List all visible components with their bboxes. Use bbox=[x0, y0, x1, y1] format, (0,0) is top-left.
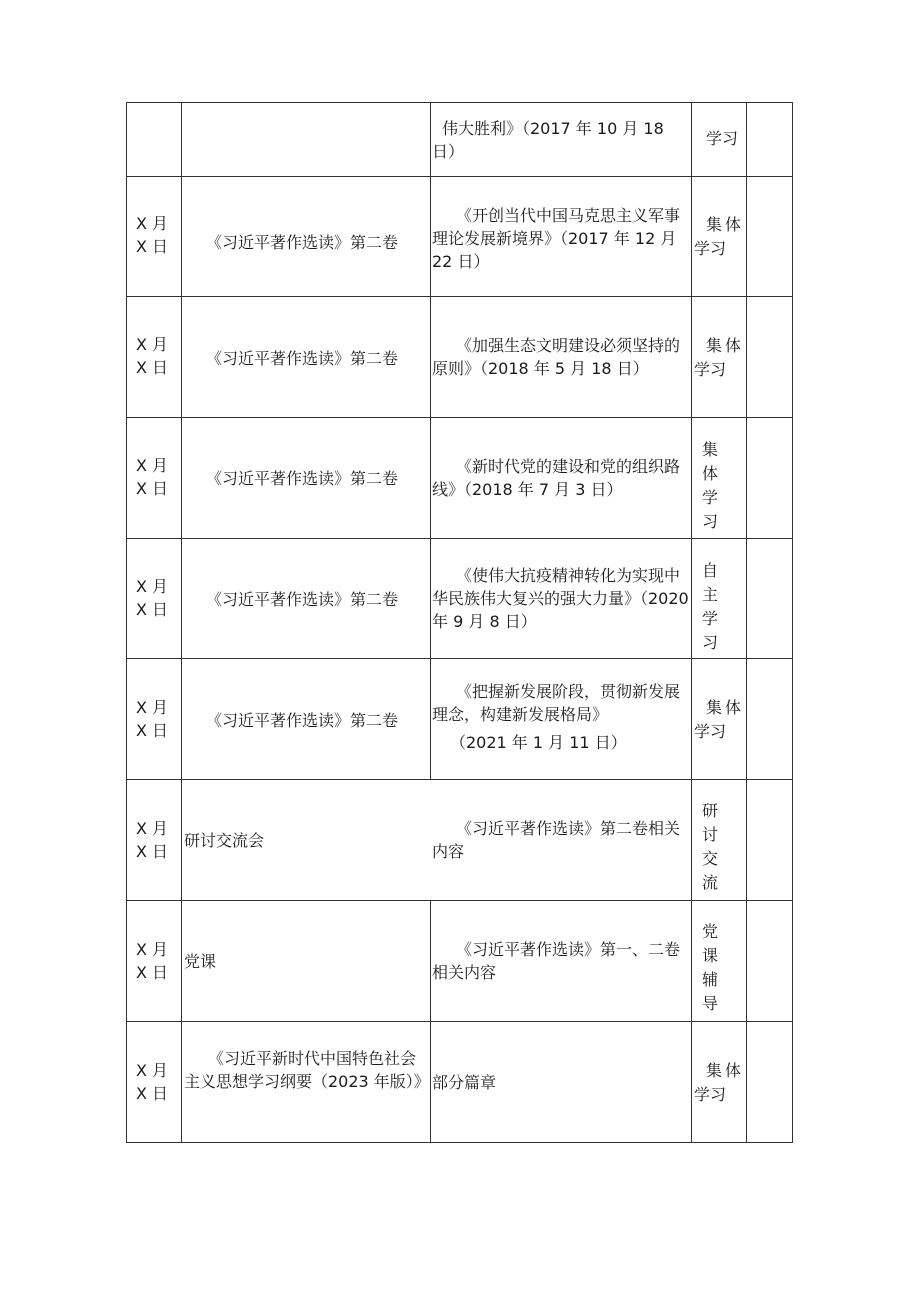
date-day: X 日 bbox=[135, 358, 168, 377]
method-cell: 集 体 学 习 bbox=[701, 440, 718, 531]
date-cell bbox=[128, 333, 168, 379]
date-cell bbox=[128, 938, 168, 984]
date-day: X 日 bbox=[135, 237, 168, 256]
method-cell: 研 讨 交 流 bbox=[701, 801, 718, 892]
chapter-cell: 《习近平著作选读》第一、二卷相关内容 bbox=[432, 940, 681, 982]
chapter-cell: 《加强生态文明建设必须坚持的原则》（2018 年 5 月 18 日） bbox=[432, 336, 681, 378]
date-month: X 月 bbox=[135, 940, 168, 959]
chapter-cell: 《新时代党的建设和党的组织路线》（2018 年 7 月 3 日） bbox=[432, 457, 681, 499]
date-month: X 月 bbox=[135, 214, 168, 233]
method-cell: 集 体 学习 bbox=[694, 698, 741, 741]
book-cell: 《习近平著作选读》第二卷 bbox=[206, 233, 399, 252]
date-day: X 日 bbox=[135, 721, 168, 740]
date-month: X 月 bbox=[135, 698, 168, 717]
date-day: X 日 bbox=[135, 963, 168, 982]
date-day: X 日 bbox=[135, 479, 168, 498]
book-cell: 研讨交流会 bbox=[184, 831, 265, 850]
date-month: X 月 bbox=[135, 577, 168, 596]
date-month: X 月 bbox=[135, 456, 168, 475]
method-cell: 集 体 学习 bbox=[694, 336, 741, 379]
date-month: X 月 bbox=[135, 819, 168, 838]
chapter-cell: 《开创当代中国马克思主义军事理论发展新境界》（2017 年 12 月 22 日） bbox=[432, 206, 681, 271]
chapter-cell: 伟大胜利》（2017 年 10 月 18 日） bbox=[432, 119, 664, 161]
chapter-cell: 部分篇章 bbox=[432, 1073, 497, 1092]
date-cell bbox=[128, 212, 168, 258]
book-cell: 《习近平新时代中国特色社会主义思想学习纲要（2023 年版）》 bbox=[184, 1049, 430, 1091]
book-cell: 党课 bbox=[184, 952, 217, 971]
date-cell bbox=[128, 817, 168, 863]
chapter-date: （2021 年 1 月 11 日） bbox=[450, 733, 627, 752]
method-cell: 党 课 辅 导 bbox=[701, 922, 718, 1013]
method-cell: 自 主 学 习 bbox=[701, 561, 718, 652]
date-month: X 月 bbox=[135, 335, 168, 354]
chapter-cell: 《习近平著作选读》第二卷相关内容 bbox=[432, 819, 681, 861]
date-cell bbox=[128, 575, 168, 621]
book-cell: 《习近平著作选读》第二卷 bbox=[206, 590, 399, 609]
date-month: X 月 bbox=[135, 1061, 168, 1080]
method-cell: 学习 bbox=[706, 129, 739, 148]
book-cell: 《习近平著作选读》第二卷 bbox=[206, 469, 399, 488]
method-cell: 集 体 学习 bbox=[694, 1061, 741, 1104]
date-day: X 日 bbox=[135, 842, 168, 861]
method-cell: 集 体 学习 bbox=[694, 215, 741, 258]
date-day: X 日 bbox=[135, 600, 168, 619]
date-day: X 日 bbox=[135, 1084, 168, 1103]
chapter-cell: 《使伟大抗疫精神转化为实现中华民族伟大复兴的强大力量》（2020 年 9 月 8 日） bbox=[432, 566, 689, 631]
date-cell bbox=[128, 696, 168, 742]
book-cell: 《习近平著作选读》第二卷 bbox=[206, 711, 399, 730]
date-cell bbox=[128, 1059, 168, 1105]
date-cell bbox=[128, 454, 168, 500]
book-cell: 《习近平著作选读》第二卷 bbox=[206, 349, 399, 368]
chapter-cell: 《把握新发展阶段，贯彻新发展理念，构建新发展格局》 bbox=[432, 682, 681, 724]
